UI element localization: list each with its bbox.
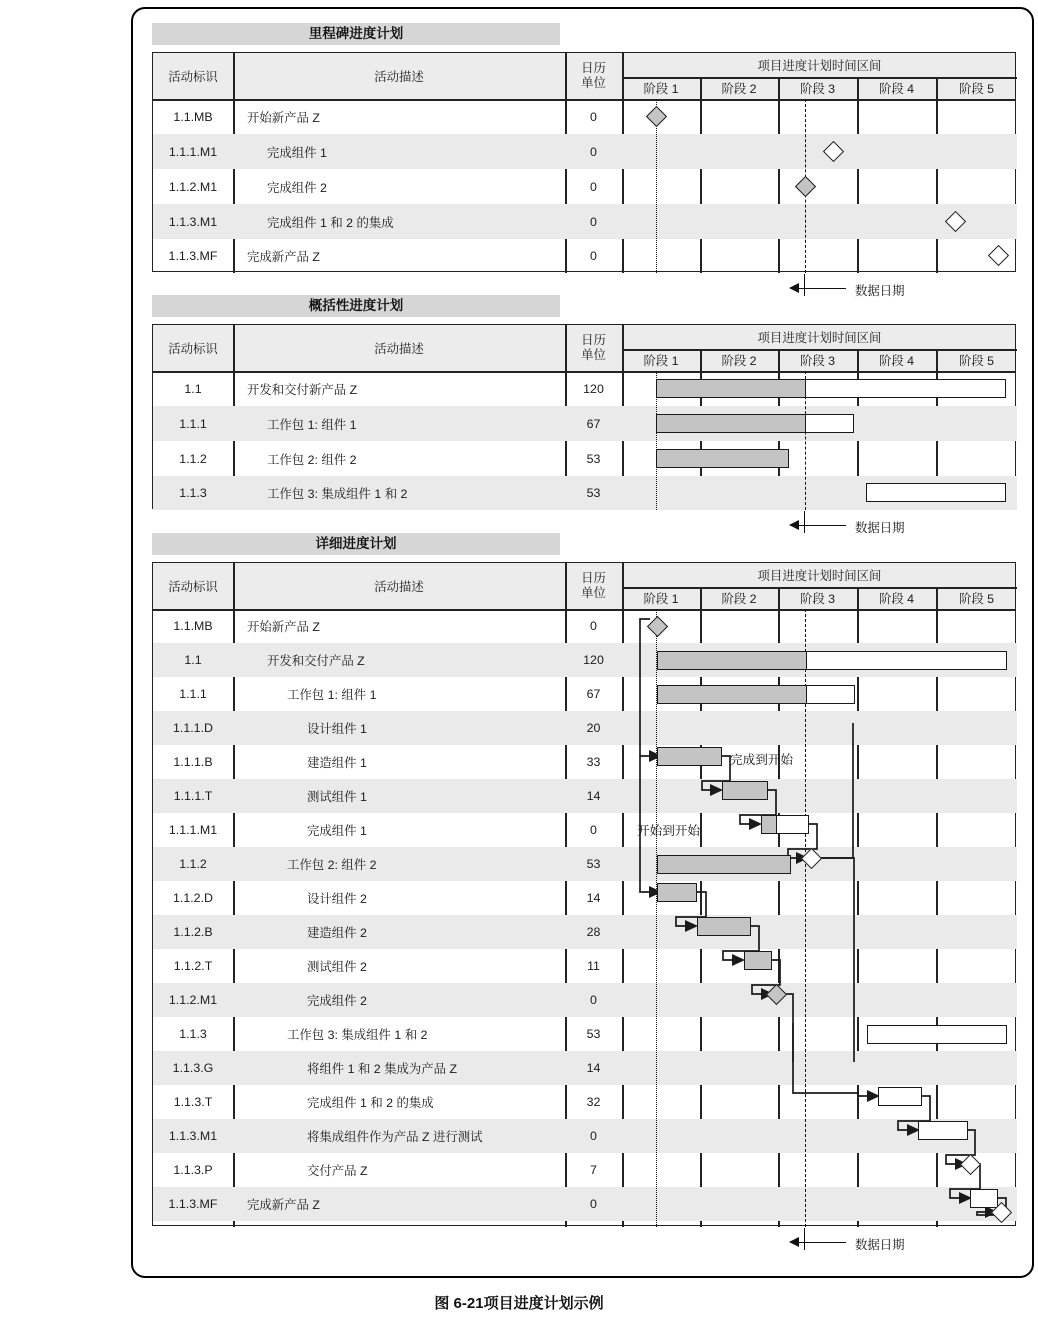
gantt-bar-actual [657, 651, 807, 670]
summary-table [152, 324, 1016, 509]
cell-id: 1.1.2.B [173, 925, 213, 939]
col-header-period-1: 阶段 1 [643, 354, 679, 368]
cell-desc: 完成组件 1 和 2 的集成 [307, 1096, 434, 1110]
cell-id: 1.1.2 [179, 451, 207, 466]
cell-desc: 设计组件 2 [307, 892, 367, 906]
cell-id: 1.1.3 [179, 486, 207, 500]
cell-id: 1.1.MB [173, 109, 213, 124]
milestone-diamond [646, 106, 667, 127]
cell-desc: 完成组件 2 [307, 994, 367, 1008]
gantt-bar-actual [744, 951, 772, 970]
data-date-tick [804, 274, 805, 296]
col-header-period-4: 阶段 4 [878, 592, 915, 606]
unit-line-2: 单位 [581, 76, 606, 90]
data-date-label: 数据日期 [855, 521, 905, 535]
cell-unit: 20 [586, 721, 601, 735]
cell-desc: 完成组件 1 [307, 824, 367, 838]
cell-id: 1.1.3.MF [168, 1197, 218, 1211]
col-header-period-1: 阶段 1 [643, 592, 679, 606]
cell-id: 1.1.3.M1 [168, 1129, 218, 1143]
cell-id: 1.1.1.D [173, 721, 213, 735]
cell-unit: 0 [590, 214, 597, 229]
cell-unit: 67 [586, 416, 601, 431]
cell-unit: 53 [586, 1027, 601, 1041]
cell-id: 1.1.3.T [173, 1095, 213, 1109]
cell-unit: 0 [590, 993, 597, 1007]
milestone-table [152, 52, 1016, 272]
cell-id: 1.1 [184, 653, 202, 667]
data-date-arrowhead [789, 283, 799, 293]
gantt-bar-actual [697, 917, 751, 936]
milestone-diamond [795, 176, 816, 197]
col-header-timeframe: 项目进度计划时间区间 [757, 569, 882, 583]
cell-id: 1.1.3 [179, 1027, 207, 1041]
cell-unit: 53 [586, 486, 601, 500]
col-header-period-2: 阶段 2 [721, 82, 757, 96]
cell-unit: 0 [590, 1197, 597, 1211]
cell-unit: 7 [590, 1163, 597, 1177]
cell-desc: 工作包 1: 组件 1 [267, 417, 357, 432]
cell-desc: 完成组件 1 和 2 的集成 [267, 215, 394, 230]
cell-desc: 工作包 3: 集成组件 1 和 2 [287, 1028, 428, 1042]
cell-id: 1.1.1.T [173, 789, 213, 803]
gantt-bar-actual [761, 815, 777, 834]
detailed-table [152, 562, 1016, 1226]
gantt-bar-actual [656, 414, 806, 433]
figure-caption: 图 6-21项目进度计划示例 [434, 1295, 604, 1312]
cell-unit: 0 [590, 1129, 597, 1143]
unit-line-1: 日历 [581, 333, 606, 347]
col-header-id: 活动标识 [168, 342, 218, 356]
cell-desc: 完成新产品 Z [247, 250, 320, 264]
cell-desc: 建造组件 1 [307, 756, 367, 770]
col-header-unit [565, 325, 622, 371]
col-header-period-1: 阶段 1 [643, 82, 679, 96]
cell-desc: 完成组件 1 [267, 145, 327, 160]
section-title-milestone: 里程碑进度计划 [152, 23, 560, 45]
gantt-bar-planned [878, 1087, 922, 1106]
cell-unit: 28 [586, 925, 601, 939]
cell-unit: 0 [590, 249, 597, 263]
unit-line-2: 单位 [581, 348, 606, 362]
cell-desc: 工作包 2: 组件 2 [287, 858, 377, 872]
col-header-period-5: 阶段 5 [958, 354, 995, 368]
cell-desc: 完成组件 2 [267, 180, 327, 195]
cell-desc: 开始新产品 Z [247, 110, 320, 125]
unit-line-1: 日历 [581, 571, 606, 585]
gantt-bar-planned [918, 1121, 968, 1140]
gantt-bar-planned [866, 483, 1006, 502]
cell-id: 1.1.2.M1 [168, 179, 218, 194]
cell-desc: 工作包 3: 集成组件 1 和 2 [267, 487, 408, 501]
data-date-label: 数据日期 [855, 1238, 905, 1252]
milestone-diamond [988, 245, 1009, 266]
cell-desc: 开始新产品 Z [247, 620, 320, 634]
gantt-bar-actual [657, 883, 697, 902]
cell-unit: 0 [590, 179, 597, 194]
cell-desc: 测试组件 1 [307, 790, 367, 804]
cell-id: 1.1.MB [173, 619, 213, 633]
cell-id: 1.1.3.G [172, 1061, 214, 1075]
col-header-period-3: 阶段 3 [799, 592, 836, 606]
cell-unit: 67 [586, 687, 601, 701]
cell-unit: 0 [590, 619, 597, 633]
cell-unit: 14 [586, 891, 601, 905]
col-header-desc: 活动描述 [374, 580, 424, 594]
col-header-desc: 活动描述 [374, 342, 424, 356]
cell-id: 1.1 [184, 381, 202, 396]
unit-line-2: 单位 [581, 586, 606, 600]
col-header-period-3: 阶段 3 [799, 354, 836, 368]
data-date-arrow-line [799, 288, 846, 289]
cell-id: 1.1.2 [179, 857, 207, 871]
cell-id: 1.1.1.B [173, 755, 213, 769]
annotation-start-to-start: 开始到开始 [637, 824, 700, 838]
cell-desc: 建造组件 2 [307, 926, 367, 940]
col-header-period-3: 阶段 3 [799, 82, 836, 96]
col-header-unit [565, 53, 622, 99]
col-header-period-2: 阶段 2 [721, 592, 757, 606]
cell-unit: 0 [590, 823, 597, 837]
cell-unit: 120 [583, 381, 604, 396]
cell-desc: 将组件 1 和 2 集成为产品 Z [307, 1062, 458, 1076]
cell-desc: 测试组件 2 [307, 960, 367, 974]
cell-id: 1.1.1.M1 [168, 144, 218, 159]
cell-desc: 开发和交付新产品 Z [247, 382, 358, 397]
cell-desc: 工作包 1: 组件 1 [287, 688, 377, 702]
gantt-bar-actual [657, 747, 722, 766]
col-header-period-5: 阶段 5 [958, 82, 995, 96]
section-title-detailed: 详细进度计划 [152, 533, 560, 555]
gantt-bar-actual [722, 781, 768, 800]
col-header-desc: 活动描述 [374, 70, 424, 84]
gantt-bar-actual [657, 685, 807, 704]
gantt-bar-actual [656, 449, 789, 468]
gantt-bar-actual [657, 855, 791, 874]
data-date-tick [804, 1228, 805, 1250]
cell-desc: 将集成组件作为产品 Z 进行测试 [307, 1130, 483, 1144]
cell-id: 1.1.3.MF [168, 249, 218, 263]
col-header-period-4: 阶段 4 [878, 354, 915, 368]
col-header-timeframe: 项目进度计划时间区间 [757, 59, 882, 73]
cell-unit: 14 [586, 789, 601, 803]
data-date-tick [804, 511, 805, 533]
cell-id: 1.1.1.M1 [168, 823, 218, 837]
cell-desc: 工作包 2: 组件 2 [267, 452, 357, 467]
data-date-label: 数据日期 [855, 284, 905, 298]
cell-id: 1.1.1 [179, 687, 207, 701]
cell-desc: 设计组件 1 [307, 722, 367, 736]
annotation-finish-to-start: 完成到开始 [730, 753, 793, 767]
data-date-arrowhead [789, 1237, 799, 1247]
cell-unit: 0 [590, 144, 597, 159]
col-header-period-4: 阶段 4 [878, 82, 915, 96]
col-header-id: 活动标识 [168, 70, 218, 84]
cell-unit: 33 [586, 755, 601, 769]
cell-id: 1.1.3.P [173, 1163, 213, 1177]
cell-unit: 0 [590, 109, 597, 124]
cell-desc: 交付产品 Z [307, 1164, 368, 1178]
unit-line-1: 日历 [581, 61, 606, 75]
cell-desc: 完成新产品 Z [247, 1198, 320, 1212]
section-title-summary: 概括性进度计划 [152, 295, 560, 317]
gantt-bar-planned [970, 1189, 998, 1208]
cell-unit: 11 [587, 959, 600, 973]
cell-unit: 53 [586, 857, 601, 871]
cell-desc: 开发和交付产品 Z [267, 654, 365, 668]
cell-id: 1.1.2.M1 [168, 993, 218, 1007]
cell-id: 1.1.3.M1 [168, 214, 218, 229]
cell-unit: 14 [586, 1061, 601, 1075]
cell-unit: 120 [583, 653, 604, 667]
cell-unit: 32 [586, 1095, 601, 1109]
col-header-timeframe: 项目进度计划时间区间 [757, 331, 882, 345]
cell-unit: 53 [586, 451, 601, 466]
col-header-period-5: 阶段 5 [958, 592, 995, 606]
data-date-arrow-line [799, 525, 846, 526]
gantt-bar-actual [656, 379, 806, 398]
col-header-id: 活动标识 [168, 580, 218, 594]
cell-id: 1.1.1 [179, 416, 207, 431]
data-date-arrowhead [789, 520, 799, 530]
gantt-bar-planned [867, 1025, 1007, 1044]
col-header-period-2: 阶段 2 [721, 354, 757, 368]
cell-id: 1.1.2.T [173, 959, 213, 973]
data-date-arrow-line [799, 1242, 846, 1243]
cell-id: 1.1.2.D [173, 891, 213, 905]
